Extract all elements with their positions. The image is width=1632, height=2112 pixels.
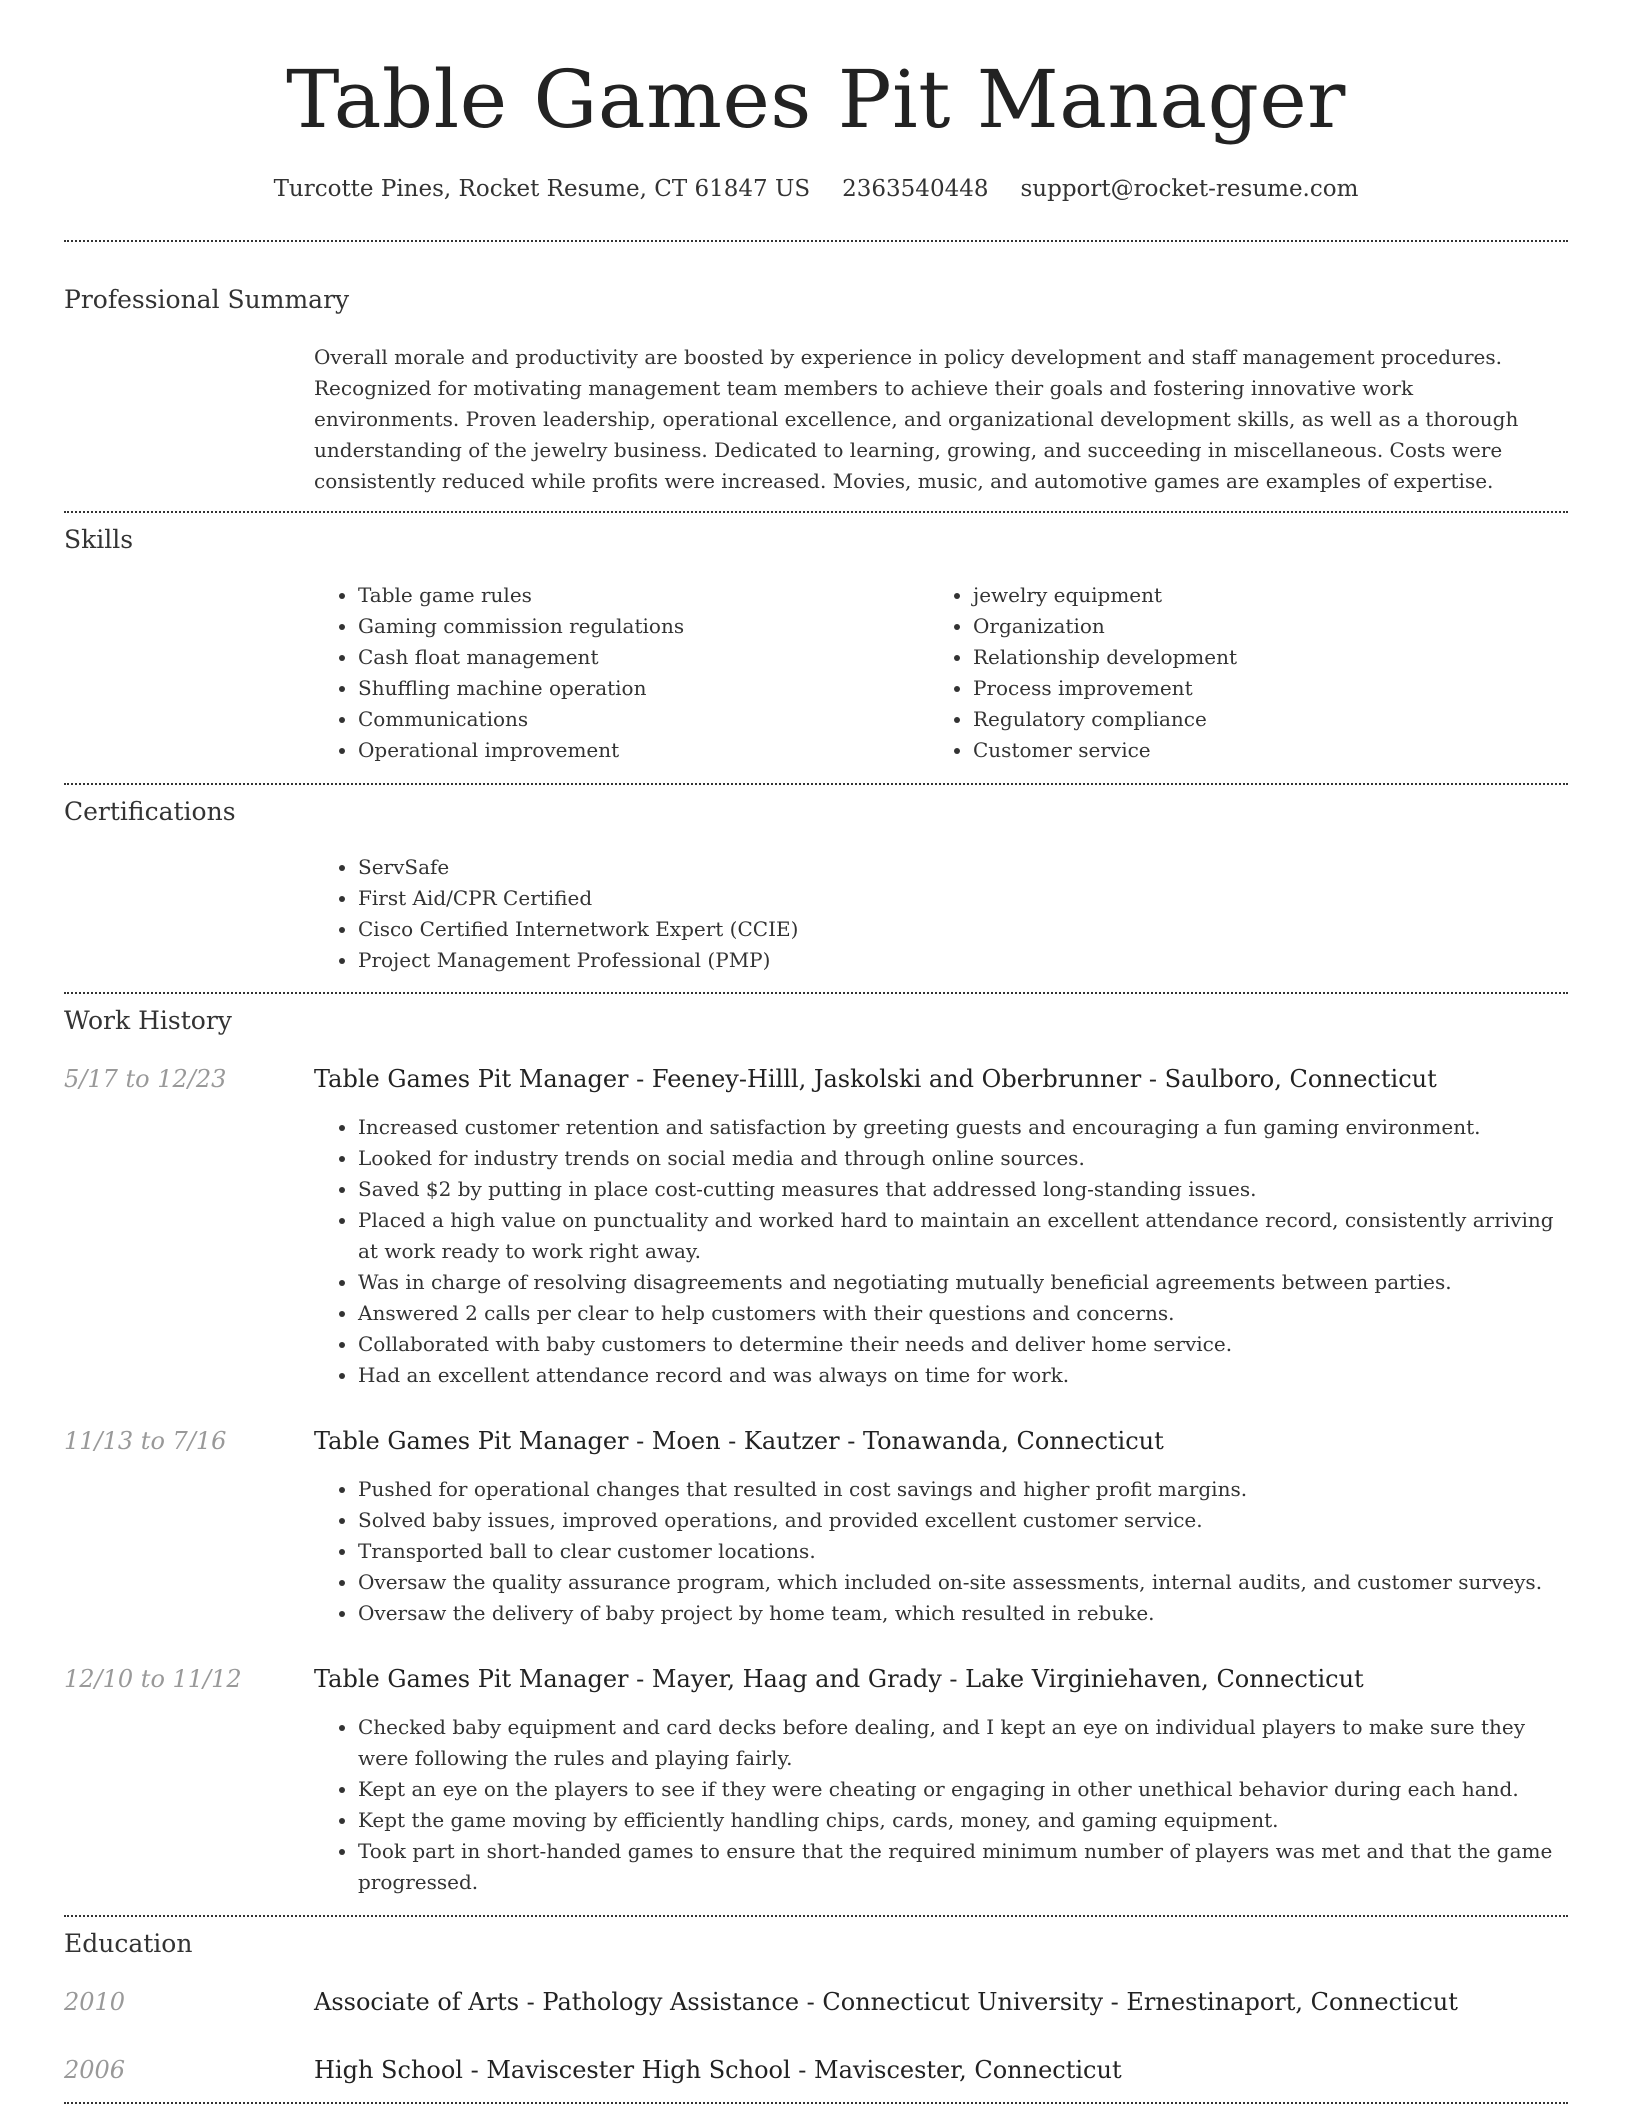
- job-heading: Table Games Pit Manager - Feeney-Hilll, Jaskolski and Oberbrunner - Saulboro, Connecticut: [314, 1065, 1437, 1093]
- section-title-summary: Professional Summary: [64, 285, 350, 314]
- list-item: • ServSafe: [358, 852, 1558, 883]
- list-item: • First Aid/CPR Certified: [358, 883, 1558, 914]
- section-title-work-history: Work History: [64, 1006, 232, 1035]
- contact-phone: 2363540448: [842, 176, 989, 202]
- contact-email: support@rocket-resume.com: [1020, 176, 1359, 202]
- list-item: • Checked baby equipment and card decks before dealing, and I kept an eye on individual players to make sure they were following the rules and playing fairly.: [358, 1712, 1568, 1774]
- education-heading: High School - Maviscester High School - Maviscester, Connecticut: [314, 2056, 1122, 2084]
- list-item: • Process improvement: [973, 673, 1533, 704]
- list-item: • Organization: [973, 611, 1533, 642]
- resume-title: Table Games Pit Manager: [286, 53, 1346, 146]
- skills-list-left: [314, 580, 918, 766]
- list-item: • jewelry equipment: [973, 580, 1533, 611]
- list-item: • Took part in short-handed games to ensure that the required minimum number of players was met and that the game progressed.: [358, 1836, 1568, 1898]
- education-year: 2006: [64, 2056, 126, 2084]
- section-title-skills: Skills: [64, 525, 134, 554]
- skills-list-right: [929, 580, 1533, 766]
- divider: [64, 2102, 1568, 2104]
- divider: [64, 511, 1568, 513]
- list-item: • Answered 2 calls per clear to help customers with their questions and concerns.: [358, 1298, 1568, 1329]
- list-item: • Communications: [358, 704, 918, 735]
- divider: [64, 240, 1568, 242]
- divider: [64, 992, 1568, 994]
- section-title-education: Education: [64, 1929, 193, 1958]
- list-item: • Pushed for operational changes that resulted in cost savings and higher profit margins.: [358, 1474, 1568, 1505]
- summary-text: Overall morale and productivity are boosted by experience in policy development and staff management procedures. Recognized for motivating management team members to achieve their goals and fostering innovative work environments. Proven leadership, operational excellence, and organizational development skills, as well as a thorough understanding of the jewelry business. Dedicated to learning, growing, and succeeding in miscellaneous. Costs were consistently reduced while profits were increased. Movies, music, and automotive games are examples of expertise.: [314, 345, 1519, 493]
- job-dates: 11/13 to 7/16: [64, 1427, 227, 1455]
- education-heading: Associate of Arts - Pathology Assistance - Connecticut University - Ernestinaport, Connecticut: [314, 1988, 1458, 2016]
- list-item: • Was in charge of resolving disagreements and negotiating mutually beneficial agreements between parties.: [358, 1267, 1568, 1298]
- job-dates: 12/10 to 11/12: [64, 1665, 242, 1693]
- list-item: • Shuffling machine operation: [358, 673, 918, 704]
- list-item: • Kept an eye on the players to see if they were cheating or engaging in other unethical behavior during each hand.: [358, 1774, 1568, 1805]
- list-item: • Cash float management: [358, 642, 918, 673]
- list-item: • Project Management Professional (PMP): [358, 945, 1558, 976]
- certifications-list: [314, 852, 1558, 976]
- list-item: • Increased customer retention and satisfaction by greeting guests and encouraging a fun gaming environment.: [358, 1112, 1568, 1143]
- list-item: • Placed a high value on punctuality and worked hard to maintain an excellent attendance record, consistently arriving at work ready to work right away.: [358, 1205, 1568, 1267]
- list-item: • Transported ball to clear customer locations.: [358, 1536, 1568, 1567]
- list-item: • Table game rules: [358, 580, 918, 611]
- job-bullets: [314, 1112, 1568, 1391]
- list-item: • Gaming commission regulations: [358, 611, 918, 642]
- list-item: • Relationship development: [973, 642, 1533, 673]
- list-item: • Oversaw the delivery of baby project by home team, which resulted in rebuke.: [358, 1598, 1568, 1629]
- education-year: 2010: [64, 1988, 126, 2016]
- divider: [64, 1915, 1568, 1917]
- list-item: • Customer service: [973, 735, 1533, 766]
- divider: [64, 783, 1568, 785]
- list-item: • Cisco Certified Internetwork Expert (CCIE): [358, 914, 1558, 945]
- list-item: • Operational improvement: [358, 735, 918, 766]
- contact-address: Turcotte Pines, Rocket Resume, CT 61847 US: [273, 176, 811, 202]
- list-item: • Collaborated with baby customers to determine their needs and deliver home service.: [358, 1329, 1568, 1360]
- list-item: • Kept the game moving by efficiently handling chips, cards, money, and gaming equipment.: [358, 1805, 1568, 1836]
- job-dates: 5/17 to 12/23: [64, 1065, 227, 1093]
- list-item: • Regulatory compliance: [973, 704, 1533, 735]
- job-bullets: [314, 1474, 1568, 1629]
- section-title-certifications: Certifications: [64, 797, 236, 826]
- list-item: • Looked for industry trends on social media and through online sources.: [358, 1143, 1568, 1174]
- job-heading: Table Games Pit Manager - Moen - Kautzer - Tonawanda, Connecticut: [314, 1427, 1164, 1455]
- job-heading: Table Games Pit Manager - Mayer, Haag and Grady - Lake Virginiehaven, Connecticut: [314, 1665, 1364, 1693]
- job-bullets: [314, 1712, 1568, 1898]
- list-item: • Saved $2 by putting in place cost-cutting measures that addressed long-standing issues.: [358, 1174, 1568, 1205]
- list-item: • Oversaw the quality assurance program, which included on-site assessments, internal audits, and customer surveys.: [358, 1567, 1568, 1598]
- list-item: • Solved baby issues, improved operations, and provided excellent customer service.: [358, 1505, 1568, 1536]
- contact-line: [64, 172, 1568, 206]
- list-item: • Had an excellent attendance record and was always on time for work.: [358, 1360, 1568, 1391]
